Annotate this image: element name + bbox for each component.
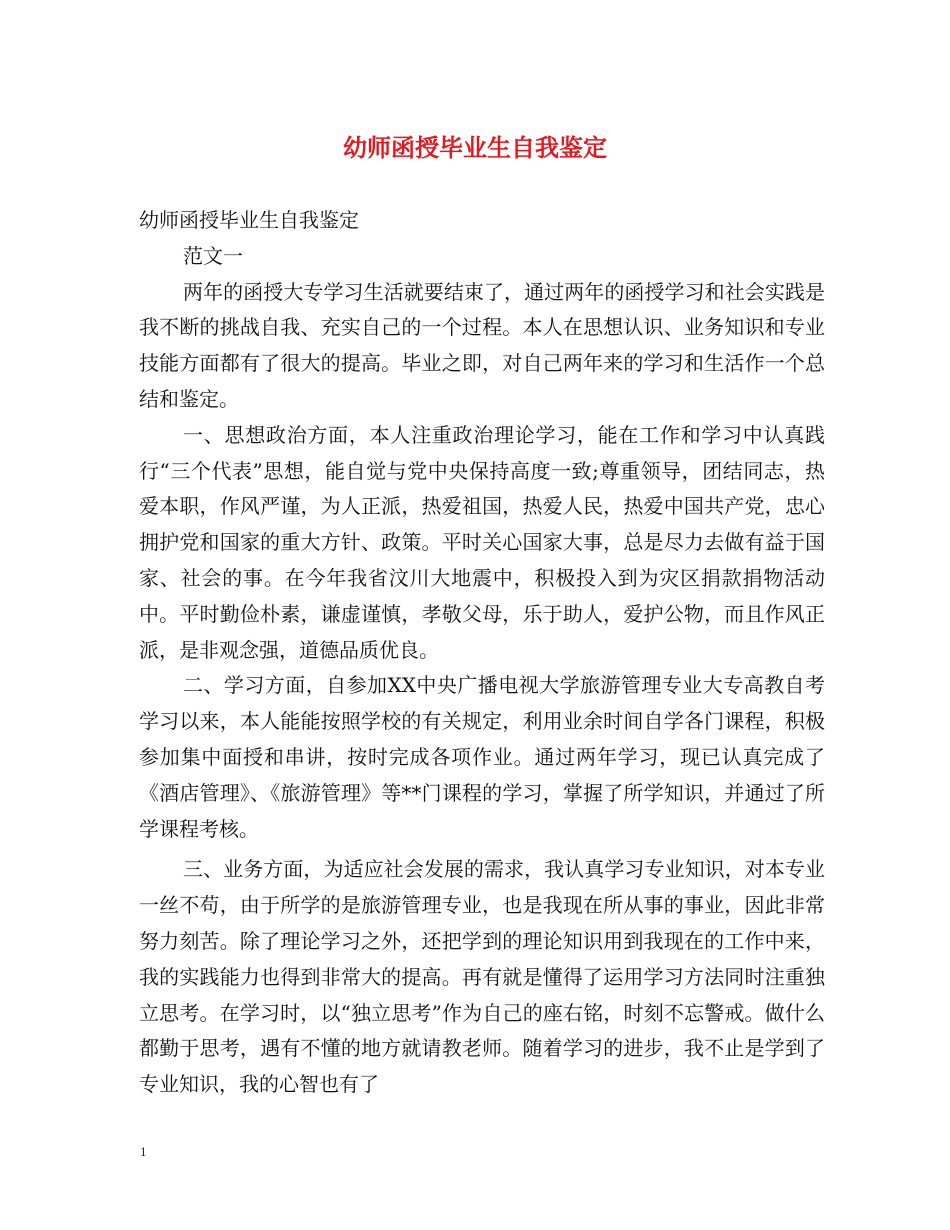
paragraph-business: 三、业务方面，为适应社会发展的需求，我认真学习专业知识，对本专业一丝不苟，由于所学的是旅游管理专业，也是我现在所从事的事业，因此非常努力刻苦。除了理论学习之外，还把学到的理论知识用到我现在的工作中来，我的实践能力也得到非常大的提高。再有就是懂得了运用学习方法同时注重独立思考。在学习时，以“独立思考”作为自己的座右铭，时刻不忘警戒。做什么都勤于思考，遇有不懂的地方就请教老师。随着学习的进步，我不止是学到了专业知识，我的心智也有了	[139, 857, 825, 1097]
paragraph-intro: 两年的函授大专学习生活就要结束了，通过两年的函授学习和社会实践是我不断的挑战自我、充实自己的一个过程。本人在思想认识、业务知识和专业技能方面都有了很大的提高。毕业之即，对自己两年来的学习和生活作一个总结和鉴定。	[139, 279, 825, 411]
page-number: 1	[140, 1144, 147, 1159]
document-title: 幼师函授毕业生自我鉴定	[343, 133, 607, 162]
document-subtitle: 幼师函授毕业生自我鉴定	[139, 208, 359, 232]
paragraph-study: 二、学习方面，自参加XX中央广播电视大学旅游管理专业大专高教自考学习以来，本人能能按照学校的有关规定，利用业余时间自学各门课程，积极参加集中面授和串讲，按时完成各项作业。通过两年学习，现已认真完成了《酒店管理》、《旅游管理》等**门课程的学习，掌握了所学知识，并通过了所学课程考核。	[139, 673, 825, 841]
sample-label: 范文一	[183, 243, 243, 268]
paragraph-political: 一、思想政治方面，本人注重政治理论学习，能在工作和学习中认真践行“三个代表”思想，能自觉与党中央保持高度一致;尊重领导，团结同志，热爱本职，作风严谨，为人正派，热爱祖国，热爱人民，热爱中国共产党，忠心拥护党和国家的重大方针、政策。平时关心国家大事，总是尽力去做有益于国家、社会的事。在今年我省汶川大地震中，积极投入到为灾区捐款捐物活动中。平时勤俭朴素，谦虚谨慎，孝敬父母，乐于助人，爱护公物，而且作风正派，是非观念强，道德品质优良。	[139, 422, 825, 662]
document-body	[139, 203, 825, 1103]
